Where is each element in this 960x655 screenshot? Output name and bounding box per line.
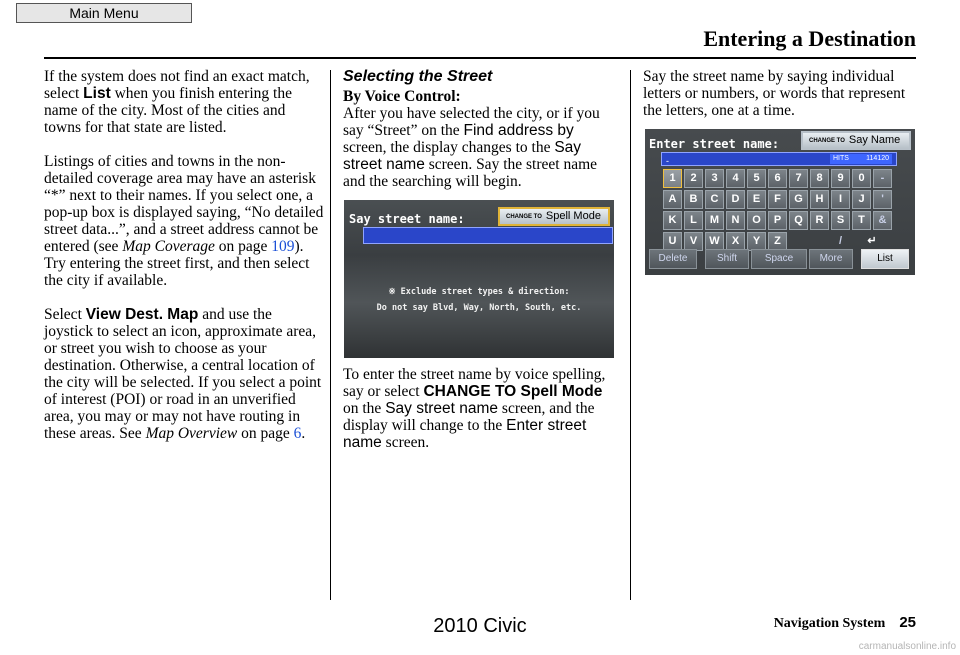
change-to-say-name-button[interactable]: CHANGE TO Say Name [801,131,911,150]
key[interactable]: 8 [810,169,829,188]
hits-counter: HITS 114120 [830,154,892,164]
watermark: carmanualsonline.info [858,641,956,652]
key[interactable]: 9 [831,169,850,188]
section-heading: Selecting the Street [343,68,493,85]
more-button[interactable]: More [809,249,853,269]
street-name-entry [363,227,613,244]
column-3 [643,68,919,275]
key[interactable]: 5 [747,169,766,188]
key[interactable]: M [705,211,724,230]
list-button[interactable]: List [861,249,909,269]
key[interactable]: X [726,232,745,251]
key[interactable]: 0 [852,169,871,188]
paragraph-spell-mode: To enter the street name by voice spelling, say or select CHANGE TO Spell Mode on the Say street name screen, and the display will change to the Enter street name screen. [343,366,606,451]
key[interactable]: 2 [684,169,703,188]
delete-button[interactable]: Delete [649,249,697,269]
link-page-109[interactable]: 109 [271,238,295,255]
key[interactable]: 1 [663,169,682,188]
screen-title: Say street name: [349,212,465,226]
key[interactable]: A [663,190,682,209]
key[interactable]: ' [873,190,892,209]
key[interactable]: P [768,211,787,230]
keyboard-row-digits [663,169,892,188]
main-menu-button[interactable]: Main Menu [16,3,192,23]
page-title: Entering a Destination [703,26,916,51]
key[interactable]: C [705,190,724,209]
screen-note-line-2: Do not say Blvd, Way, North, South, etc. [376,303,582,313]
keyboard-row-k-t [663,211,892,230]
spelled-name-entry: - HITS 114120 [661,152,897,166]
key[interactable]: Q [789,211,808,230]
key[interactable]: 7 [789,169,808,188]
key[interactable]: 3 [705,169,724,188]
key[interactable]: - [873,169,892,188]
paragraph-asterisk: Listings of cities and towns in the non-detailed coverage area may have an asterisk “*” next to their names. If you select one, a pop-up box is displayed saying, “No detailed street data...”, and a street address cannot be entered (see Map Coverage on page 109). Try entering the street first, and then select the city if available. [44,153,324,289]
key[interactable]: 6 [768,169,787,188]
paragraph-say-street: After you have selected the city, or if you say “Street” on the Find address by screen, the display changes to the Say street name screen. Say the street name and the searching will begin. [343,105,600,190]
key[interactable]: K [663,211,682,230]
column-1 [44,68,324,459]
key[interactable]: B [684,190,703,209]
enter-street-name-screen [645,129,915,275]
footer-section: Navigation System 25 [773,614,916,631]
header-rule [44,57,916,59]
key[interactable]: / [838,235,843,247]
key[interactable]: V [684,232,703,251]
key[interactable]: R [810,211,829,230]
paragraph-no-match: If the system does not find an exact match, select List when you finish entering the name of the city. Most of the cities and towns for that state are listed. [44,68,310,136]
key[interactable]: J [852,190,871,209]
key[interactable]: Y [747,232,766,251]
key[interactable]: D [726,190,745,209]
key[interactable]: H [810,190,829,209]
key[interactable]: O [747,211,766,230]
key[interactable]: S [831,211,850,230]
column-divider-right [630,70,631,600]
key[interactable]: G [789,190,808,209]
screen2-title: Enter street name: [649,137,780,151]
keyboard-row-a-j [663,190,892,209]
key[interactable]: W [705,232,724,251]
key[interactable]: T [852,211,871,230]
key[interactable]: E [747,190,766,209]
screen-note-line-1: ※ Exclude street types & direction: [388,287,570,297]
key[interactable]: 4 [726,169,745,188]
say-street-name-screen [344,200,614,358]
key[interactable]: U [663,232,682,251]
key[interactable]: F [768,190,787,209]
column-divider-left [330,70,331,600]
paragraph-view-dest-map: Select View Dest. Map and use the joystick to select an icon, approximate area, or street you wish to choose as your destination. Otherwise, a central location of the city will be selected. If you select a point of interest (POI) or road in an unverified area, you may or may not have routing in these areas. See Map Overview on page 6. [44,306,322,442]
key[interactable]: N [726,211,745,230]
shift-button[interactable]: Shift [705,249,749,269]
key[interactable]: & [873,211,892,230]
key[interactable]: L [684,211,703,230]
page-number: 25 [899,614,916,631]
key[interactable]: Z [768,232,787,251]
subheading-voice-control: By Voice Control: [343,88,461,105]
paragraph-letters: Say the street name by saying individual letters or numbers, or words that represent the letters, one at a time. [643,68,906,119]
footer-model: 2010 Civic [433,615,527,637]
change-to-spell-mode-button[interactable]: CHANGE TO Spell Mode [498,207,610,226]
link-page-6[interactable]: 6 [293,425,302,442]
enter-key[interactable]: ↵ [867,235,877,247]
space-button[interactable]: Space [751,249,807,269]
column-2 [343,68,619,468]
key[interactable]: I [831,190,850,209]
